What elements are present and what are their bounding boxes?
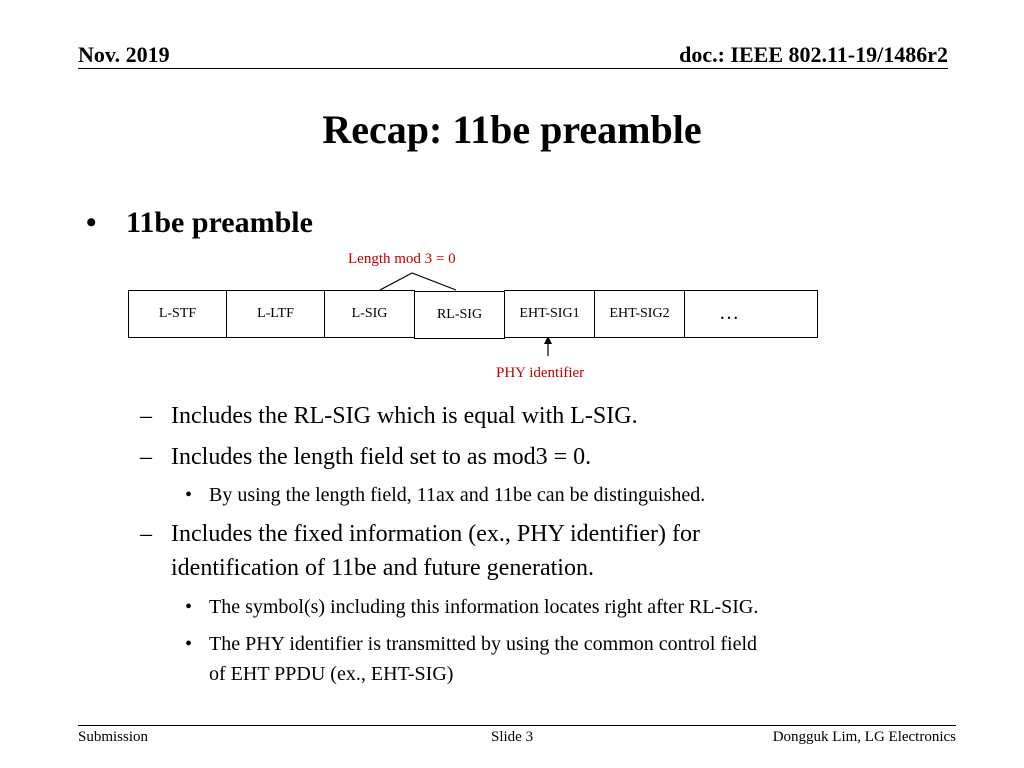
sub-bullet-marker: • — [185, 596, 193, 618]
list-subitem-phy-id-line2: of EHT PPDU (ex., EHT-SIG) — [209, 663, 454, 685]
header-rule — [78, 68, 948, 69]
dash-marker: – — [140, 521, 152, 547]
list-item-length-field: Includes the length field set to as mod3 = 0. — [171, 444, 592, 470]
list-item-fixed-info-line2: identification of 11be and future generation. — [171, 555, 594, 581]
header-date: Nov. 2019 — [78, 42, 170, 67]
footer-author: Dongguk Lim, LG Electronics — [772, 729, 956, 745]
sub-bullet-marker: • — [185, 484, 193, 506]
field-eht-sig2: EHT-SIG2 — [594, 290, 685, 338]
footer-rule — [78, 725, 956, 726]
field-rl-sig: RL-SIG — [414, 291, 505, 339]
footer-submission: Submission — [78, 729, 149, 745]
dash-marker: – — [140, 403, 152, 429]
length-mod-annotation: Length mod 3 = 0 — [348, 251, 456, 267]
field-eht-sig1: EHT-SIG1 — [504, 290, 595, 338]
dash-marker: – — [140, 444, 152, 470]
length-bracket-arrow — [380, 273, 456, 290]
phy-identifier-annotation: PHY identifier — [496, 365, 585, 381]
list-subitem-distinguish: By using the length field, 11ax and 11be can be distinguished. — [209, 484, 706, 506]
field-l-ltf: L-LTF — [226, 290, 325, 338]
field-ellipsis: … — [684, 290, 818, 338]
sub-bullet-marker: • — [185, 633, 193, 655]
footer-slide-number: Slide 3 — [491, 729, 534, 745]
bullet-marker: • — [86, 206, 97, 239]
list-subitem-phy-id-line1: The PHY identifier is transmitted by using the common control field — [209, 633, 758, 655]
header-doc-id: doc.: IEEE 802.11-19/1486r2 — [679, 42, 948, 67]
list-subitem-symbol-location: The symbol(s) including this information locates right after RL-SIG. — [209, 596, 759, 618]
bullet-heading: 11be preamble — [126, 206, 313, 239]
slide-title: Recap: 11be preamble — [322, 107, 702, 152]
field-l-sig: L-SIG — [324, 290, 415, 338]
list-item-fixed-info-line1: Includes the fixed information (ex., PHY identifier) for — [171, 521, 700, 547]
list-item-rl-sig: Includes the RL-SIG which is equal with L-SIG. — [171, 403, 638, 429]
field-l-stf: L-STF — [128, 290, 227, 338]
